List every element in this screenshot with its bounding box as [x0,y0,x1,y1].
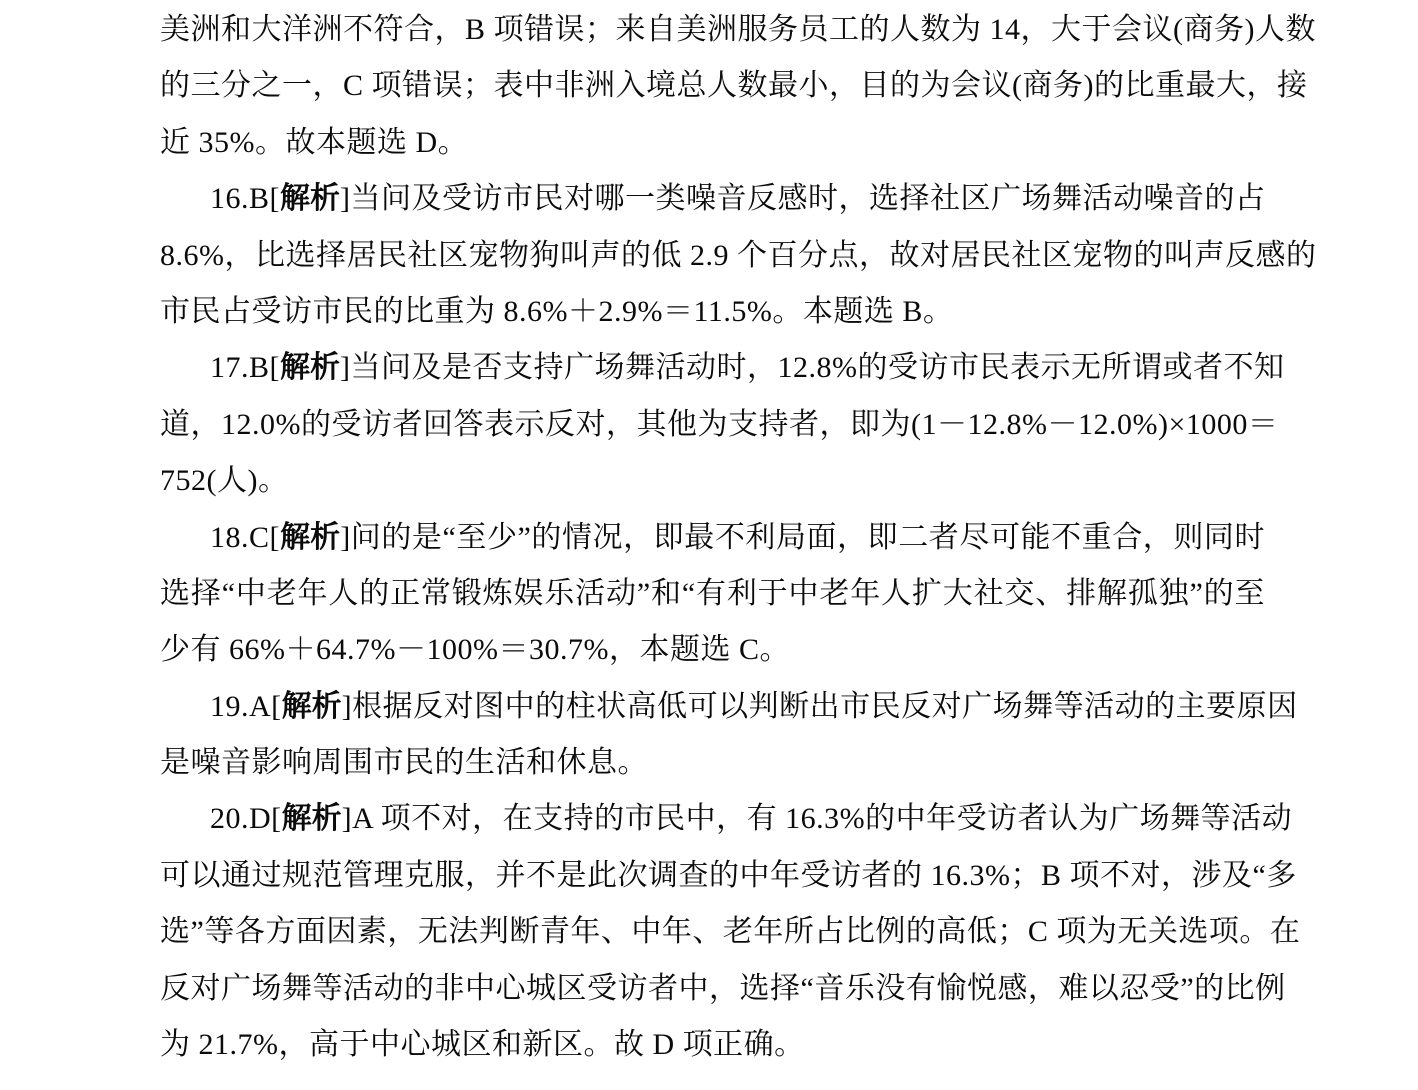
paragraph-answer-17 [160,340,1285,509]
text-line [160,679,1298,735]
text-line: 道，12.0%的受访者回答表示反对，其他为支持者，即为(1－12.8%－12.0%)×1000＝ [160,407,1279,441]
text-line: 市民占受访市民的比重为 8.6%＋2.9%＝11.5%。本题选 B。 [160,294,954,328]
text-line: 选择“中老年人的正常锻炼娱乐活动”和“有利于中老年人扩大社交、排解孤独”的至 [160,576,1265,610]
text-line [160,791,1293,847]
answer-text: ]当问及受访市民对哪一类噪音反感时，选择社区广场舞活动噪音的占 [340,182,1266,216]
text-line: 为 21.7%，高于中心城区和新区。故 D 项正确。 [160,1028,805,1062]
text-line: 近 35%。故本题选 D。 [160,125,469,159]
paragraph-answer-18 [160,510,1265,679]
text-line: 的三分之一，C 项错误；表中非洲入境总人数最小，目的为会议(商务)的比重最大，接 [160,69,1308,103]
text-line [160,510,1265,566]
answer-text: ]问的是“至少”的情况，即最不利局面，即二者尽可能不重合，则同时 [340,520,1266,554]
analysis-tag: 解析 [280,182,340,216]
text-line: 少有 66%＋64.7%－100%＝30.7%，本题选 C。 [160,633,790,667]
answer-number: 19.A[ [210,689,282,723]
answer-number: 16.B[ [210,182,280,216]
answer-number: 17.B[ [210,351,280,385]
paragraph-answer-20 [160,791,1301,1073]
paragraph-answer-15-continuation [160,2,1316,171]
text-line [160,340,1285,396]
analysis-tag: 解析 [280,351,340,385]
text-line [160,171,1265,227]
text-line: 8.6%，比选择居民社区宠物狗叫声的低 2.9 个百分点，故对居民社区宠物的叫声反感的 [160,238,1317,272]
paragraph-answer-19 [160,679,1298,792]
analysis-tag: 解析 [281,802,342,836]
text-line: 美洲和大洋洲不符合，B 项错误；来自美洲服务员工的人数为 14，大于会议(商务)人数 [160,13,1316,46]
answer-number: 20.D[ [210,802,282,836]
text-line: 是噪音影响周围市民的生活和休息。 [160,746,648,780]
text-line: 选”等各方面因素，无法判断青年、中年、老年所占比例的高低；C 项为无关选项。在 [160,915,1301,949]
answer-number: 18.C[ [210,520,280,554]
answer-text: ]A 项不对，在支持的市民中，有 16.3%的中年受访者认为广场舞等活动 [341,802,1293,836]
analysis-tag: 解析 [280,520,341,554]
paragraph-answer-16 [160,171,1317,340]
text-line: 752(人)。 [160,464,289,498]
text-line: 反对广场舞等活动的非中心城区受访者中，选择“音乐没有愉悦感，难以忍受”的比例 [160,971,1286,1005]
analysis-tag: 解析 [281,689,342,723]
text-line: 可以通过规范管理克服，并不是此次调查的中年受访者的 16.3%；B 项不对，涉及“多 [160,858,1297,892]
answer-text: ]根据反对图中的柱状高低可以判断出市民反对广场舞等活动的主要原因 [341,689,1298,723]
answer-text: ]当问及是否支持广场舞活动时，12.8%的受访市民表示无所谓或者不知 [340,351,1285,385]
